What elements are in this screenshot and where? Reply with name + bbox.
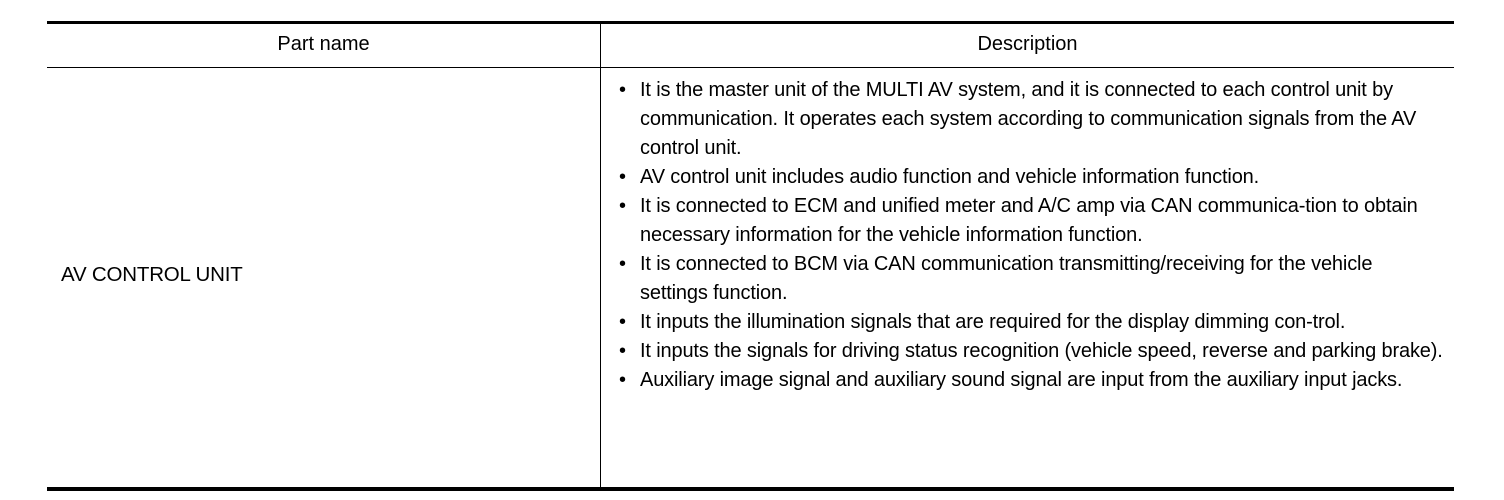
table-row bbox=[47, 68, 1454, 487]
bullet-icon: • bbox=[619, 369, 626, 391]
description-text: It is connected to ECM and unified meter and A/C amp via CAN communica-tion to obtain necessary information for the vehicle information function. bbox=[640, 195, 1418, 246]
description-item bbox=[615, 76, 1445, 163]
bullet-icon: • bbox=[619, 166, 626, 188]
bullet-icon: • bbox=[619, 195, 626, 217]
bullet-icon: • bbox=[619, 340, 626, 362]
description-item bbox=[615, 250, 1445, 308]
header-description: Description bbox=[977, 33, 1078, 55]
description-item bbox=[615, 308, 1445, 337]
header-part-name: Part name bbox=[277, 33, 370, 55]
description-text: Auxiliary image signal and auxiliary sound signal are input from the auxiliary input jacks. bbox=[640, 369, 1403, 391]
description-text: It inputs the signals for driving status recognition (vehicle speed, reverse and parking brake). bbox=[640, 340, 1443, 362]
parts-table bbox=[47, 21, 1454, 491]
description-item bbox=[615, 192, 1445, 250]
description-text: AV control unit includes audio function and vehicle information function. bbox=[640, 166, 1260, 188]
description-text: It inputs the illumination signals that are required for the display dimming con-trol. bbox=[640, 311, 1346, 333]
description-text: It is the master unit of the MULTI AV system, and it is connected to each control unit by communication. It operates each system according to communication signals from the AV control unit. bbox=[640, 79, 1417, 159]
bullet-icon: • bbox=[619, 79, 626, 101]
table-header-row bbox=[47, 24, 1454, 68]
bullet-icon: • bbox=[619, 311, 626, 333]
description-item bbox=[615, 366, 1445, 395]
description-list bbox=[615, 76, 1445, 395]
bullet-icon: • bbox=[619, 253, 626, 275]
description-text: It is connected to BCM via CAN communication transmitting/receiving for the vehicle settings function. bbox=[640, 253, 1373, 304]
description-item bbox=[615, 163, 1445, 192]
description-item bbox=[615, 337, 1445, 366]
part-name-cell: AV CONTROL UNIT bbox=[61, 263, 243, 286]
